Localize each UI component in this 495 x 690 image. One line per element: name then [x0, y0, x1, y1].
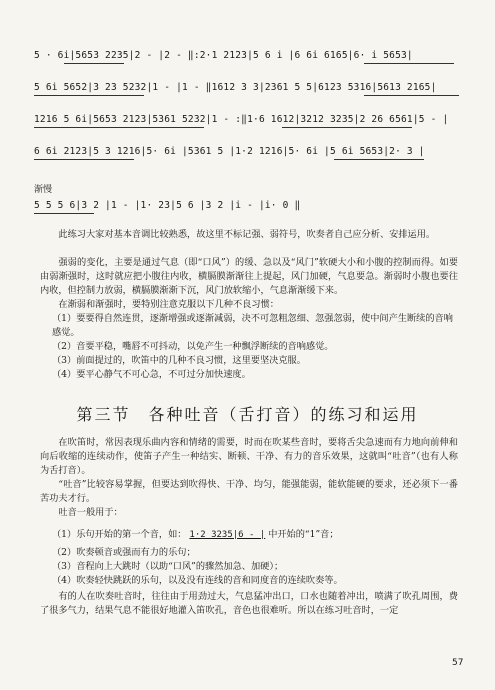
notation-row-4: [34, 136, 460, 158]
paragraph-3: 在渐弱和渐强时，要特别注意克服以下几种不良习惯：: [58, 299, 279, 310]
paragraph-5: “吐音”比较容易掌握，但要达到吹得快、干净、均匀，能强能弱，能软能硬的要求，还必须下一番苦功夫才行。: [40, 479, 458, 504]
notation-row-5: [34, 190, 460, 212]
notation-row-3-text: 1216 5 6i|5653 2123|5361 5232|1 - :‖1·6 1612|3212 3235|2 26 6561|5 - |: [34, 114, 449, 125]
list-item-with-notation: [52, 528, 460, 542]
list-item: （1）要要得自然连贯，逐渐增强或逐渐减弱，决不可忽粗忽细、忽强忽弱，使中间产生断续的音响感觉。: [52, 313, 453, 338]
notation-row-1: [34, 40, 460, 62]
paragraph-2: 强弱的变化，主要是通过气息（即“口风”）的缓、急以及“风门”软硬大小和小腹的控制而得。如要由弱渐强时，这时就应把小腹往内收，横膈膜渐渐往上提起，风门加硬，气息要急。渐弱时小腹也要往内收，但控制力放弱，横膈膜渐渐下沉，风门放软缩小，气息渐渐缓下来。: [40, 257, 458, 296]
list-item: （2）音要平稳，嘴唇不可抖动，以免产生一种飘浮断续的音响感觉。: [52, 341, 334, 352]
paragraph-7: 有的人在吹奏吐音时，往往由于用劲过大，气息猛冲出口，口水也随着冲出，喷满了吹孔周围，费了很多气力，结果气息不能很好地灌入笛吹孔，音色也很难听。所以在练习吐音时，一定: [40, 591, 458, 616]
section-title: 第三节 各种吐音（舌打音）的练习和运用: [76, 405, 419, 424]
tempo-mark: 渐慢: [34, 185, 53, 195]
list-item: （3）前面提过的，吹笛中的几种不良习惯，这里要坚决克服。: [52, 355, 306, 366]
notation-row-2: [34, 72, 460, 94]
paragraph-4: 在吹笛时，常因表现乐曲内容和情绪的需要，时而在吹某些音时，要将舌尖急速而有力地向前伸和向后收缩的连续动作，使笛子产生一种结实、断顿、干净、有力的音乐效果，这就叫“吐音”（也有人称为舌打音）。: [40, 437, 458, 476]
paragraph-1: 此练习大家对基本音调比较熟悉，故这里不标记强、弱符号，吹奏者自己应分析、安排运用。: [58, 229, 436, 240]
notation-row-1-text: 5 · 6i|5653 2235|2 - |2 - ‖:2·1 2123|5 6 i |6 6i 6165|6· i 5653|: [34, 50, 413, 61]
list-item: （4）要平心静气不可心急，不可过分加快速度。: [52, 369, 251, 380]
paragraph-6: 吐音一般用于：: [58, 507, 123, 518]
list-item: （3）音程向上大跳时（以助“口风”的骤然加急、加硬）；: [52, 561, 284, 572]
notation-row-5-text: 5 5 5 6|3 2 |1 - |1· 23|5 6 |3 2 |i - |i· 0 ‖: [34, 200, 301, 211]
list-item-label: （1）乐句开始的第一个音，如：: [52, 529, 187, 540]
inline-notation: 1·2 3235|6 - |: [189, 530, 266, 540]
notation-row-3: [34, 104, 460, 126]
notation-row-4-text: 6 6i 2123|5 3 1216|5· 6i |5361 5 |1·2 1216|5· 6i |5 6i 5653|2· 3 |: [34, 146, 425, 157]
list-item: （2）吹奏顿音或强而有力的乐句；: [52, 547, 196, 558]
notation-row-2-text: 5 6i 5652|3 23 5232|1 - |1 - ‖1612 3 3|2361 5 5|6123 5316|5613 2165|: [34, 82, 437, 93]
page-number: 57: [452, 658, 464, 668]
list-item: （4）吹奏轻快跳跃的乐句，以及没有连线的音和同度音的连续吹奏等。: [52, 575, 343, 586]
list-item-tail: 中开始的“1”音；: [268, 529, 339, 540]
